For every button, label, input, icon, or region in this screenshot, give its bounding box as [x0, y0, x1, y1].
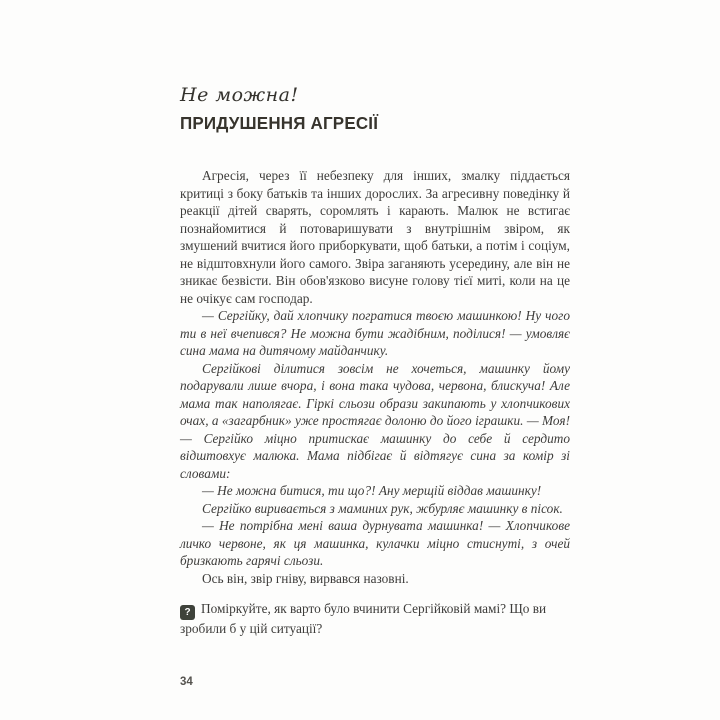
paragraph: Сергійко виривається з маминих рук, жбурляє машинку в пісок.: [202, 500, 563, 516]
paragraph: — Не можна битися, ти що?! Ану мерщій віддав машинку!: [202, 483, 542, 498]
paragraph: Ось він, звір гніву, вирвався назовні.: [202, 570, 409, 586]
script-title: Не можна!: [180, 84, 299, 106]
chapter-heading: ПРИДУШЕННЯ АГРЕСІЇ: [180, 113, 379, 133]
paragraph: — Сергійку, дай хлопчику погратися твоєю машинкою! Ну чого ти в неї вчепився? Не можна бути жадібним, поділися! — умовляє сина мама на дитячому майданчику.: [180, 308, 570, 358]
question-text: Поміркуйте, як варто було вчинити Сергійковій мамі? Що ви зробили б у цій ситуації?: [180, 601, 547, 637]
paragraph: Сергійкові ділитися зовсім не хочеться, машинку йому подарували лише вчора, і вона така чудова, червона, блискуча! Але мама так наполягає. Гіркі сльози образи закипають у хлопчикових очах, а «загарбник» уже простягає долоню до його іграшки. — Моя! — Сергійко міцно притискає машинку до себе й сердито відштовхує малюка. Мама підбігає й відтягує сина за комір зі словами:: [180, 360, 570, 481]
paragraph: — Не потрібна мені ваша дурнувата машинка! — Хлопчикове личко червоне, як ця машинка, кулачки міцно стиснуті, з очей бризкають гарячі сльози.: [180, 518, 570, 568]
paragraph: Агресія, через її небезпеку для інших, змалку піддається критиці з боку батьків та інших дорослих. За агресивну поведінку й реакції дітей сварять, соромлять і карають. Малюк не встигає познайомитися й потоваришувати з внутрішнім звіром, як змушений вчитися його приборкувати, щоб батьки, а потім і соціум, не відштовхнули його самого. Звіра заганяють усередину, але він не зникає безвісти. Він обов'язково висуне голову тієї миті, коли на це не очікує сам господар.: [180, 168, 570, 306]
page-content: [180, 84, 570, 651]
question-icon: ?: [180, 605, 195, 620]
question-block: [180, 600, 570, 638]
page-number: 34: [180, 676, 193, 688]
